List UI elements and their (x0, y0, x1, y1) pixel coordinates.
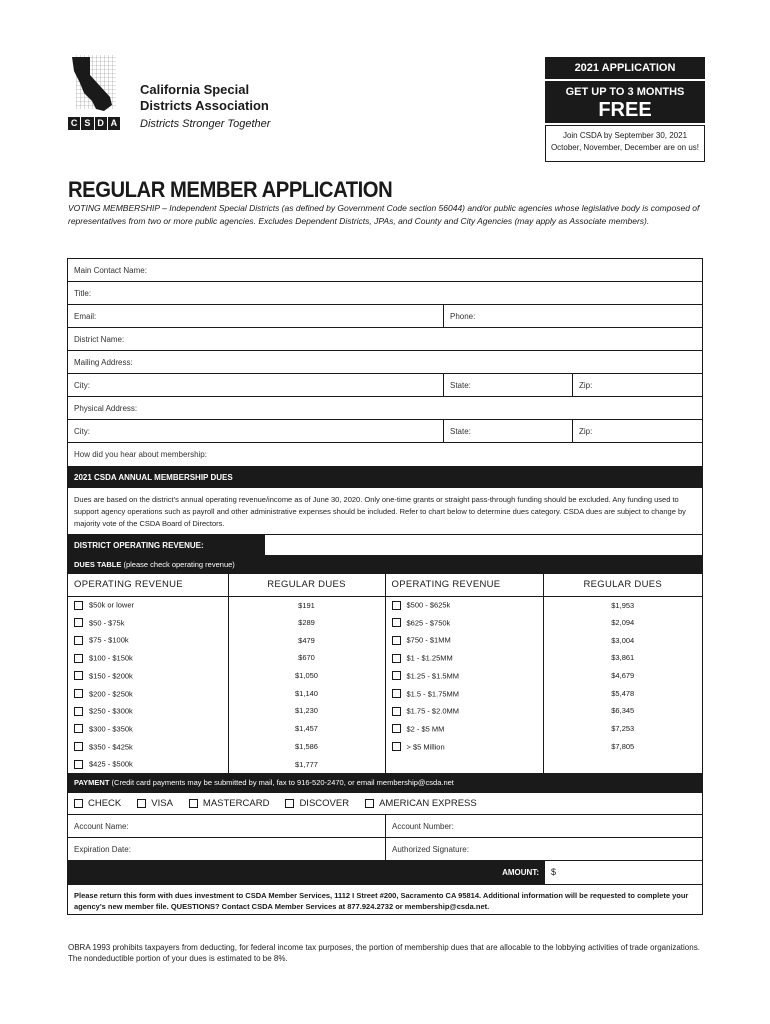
promo-note-line: Join CSDA by September 30, 2021 (562, 131, 688, 140)
revenue-cell (385, 684, 543, 702)
payment-option-label: DISCOVER (299, 797, 350, 809)
promo-offer (545, 81, 705, 123)
revenue-cell (68, 614, 228, 632)
dues-cell: $1,777 (228, 755, 385, 773)
dues-cell: $6,345 (611, 706, 635, 716)
dues-description: Dues are based on the district's annual operating revenue/income as of June 30, 2020. Only one-time grants or straight pass-through funding should be excluded. Any funding used to support agency operations such as payroll and other administrative expenses should be included. Refer to chart below to determine dues category. CSDA dues are subject to change by majority vote of the CSDA Board of Directors. (68, 488, 702, 535)
revenue-checkbox[interactable] (74, 707, 83, 716)
revenue-cell (385, 631, 543, 649)
revenue-checkbox[interactable] (392, 671, 401, 680)
revenue-range: $425 - $500k (89, 759, 133, 769)
form-row (68, 420, 702, 443)
payment-option-label: AMERICAN EXPRESS (379, 797, 477, 809)
dues-heading: 2021 CSDA ANNUAL MEMBERSHIP DUES (68, 467, 702, 488)
zip-field[interactable]: Zip: (579, 427, 593, 436)
revenue-checkbox[interactable] (392, 689, 401, 698)
revenue-range: $150 - $200k (89, 671, 133, 681)
revenue-checkbox[interactable] (392, 654, 401, 663)
revenue-checkbox[interactable] (392, 707, 401, 716)
title-field[interactable]: Title: (74, 289, 92, 298)
revenue-cell (385, 755, 543, 773)
dues-cell: $1,230 (228, 702, 385, 720)
revenue-cell (68, 755, 228, 773)
table-row (68, 631, 702, 649)
dues-cell: $4,679 (611, 671, 635, 681)
dues-cell (543, 755, 702, 773)
dues-cell: $289 (228, 614, 385, 632)
revenue-range: $750 - $1MM (406, 635, 451, 645)
revenue-range: $250 - $300k (89, 706, 133, 716)
revenue-checkbox[interactable] (74, 671, 83, 680)
payment-label: PAYMENT (74, 777, 110, 787)
revenue-cell (385, 614, 543, 632)
revenue-range: $350 - $425k (89, 742, 133, 752)
how-heard-field[interactable]: How did you hear about membership: (74, 450, 207, 459)
table-row (68, 614, 702, 632)
page-subtitle: VOTING MEMBERSHIP – Independent Special Districts (as defined by Government Code section 56044) and/or public agencies whose legislative body is composed of representatives from two or more public agencies. Excludes Dependent Districts, JPAs, and County and City Agencies (may apply as Associate members). (68, 203, 700, 226)
table-row (68, 596, 702, 614)
application-form (67, 258, 703, 915)
column-header: OPERATING REVENUE (68, 574, 228, 596)
dues-table-body (68, 596, 702, 773)
logo-letter: A (108, 117, 120, 130)
revenue-cell (68, 631, 228, 649)
revenue-cell (385, 667, 543, 685)
state-field[interactable]: State: (444, 420, 573, 442)
payment-options (68, 793, 702, 815)
revenue-range: $1.5 - $1.75MM (406, 689, 460, 699)
zip-field[interactable]: Zip: (579, 381, 593, 390)
form-row (68, 282, 702, 305)
amount-label: AMOUNT: (68, 861, 545, 884)
return-instructions: Please return this form with dues investment to CSDA Member Services, 1112 I Street #200, Sacramento CA 95814. Additional information will be requested to complete your agency's new member file. QUESTIONS? Contact CSDA Member Services at 877.924.2732 or membership@csda.net. (68, 884, 702, 914)
table-row (68, 720, 702, 738)
revenue-range: > $5 Million (406, 742, 445, 752)
form-row (68, 815, 702, 838)
revenue-checkbox[interactable] (74, 760, 83, 769)
city-field[interactable]: City: (68, 374, 444, 396)
payment-option-visa[interactable] (137, 798, 173, 809)
column-header: OPERATING REVENUE (385, 574, 543, 596)
revenue-checkbox[interactable] (74, 742, 83, 751)
dues-table-label (68, 556, 702, 574)
physical-address-field[interactable]: Physical Address: (74, 404, 138, 413)
checkbox[interactable] (137, 799, 146, 808)
revenue-checkbox[interactable] (74, 601, 83, 610)
checkbox[interactable] (285, 799, 294, 808)
checkbox[interactable] (365, 799, 374, 808)
form-row (68, 374, 702, 397)
mailing-address-field[interactable]: Mailing Address: (74, 358, 133, 367)
payment-option-amex[interactable] (365, 798, 477, 809)
logo-letter: D (95, 117, 107, 130)
revenue-cell (385, 720, 543, 738)
promo-free: FREE (598, 99, 652, 121)
table-row (68, 684, 702, 702)
revenue-cell (68, 738, 228, 756)
account-number-field[interactable]: Account Number: (392, 821, 454, 831)
dues-cell: $479 (228, 631, 385, 649)
csda-logo (68, 53, 120, 129)
dues-table-title: DUES TABLE (74, 560, 122, 569)
table-row (68, 667, 702, 685)
revenue-checkbox[interactable] (392, 618, 401, 627)
table-row (68, 702, 702, 720)
column-header: REGULAR DUES (228, 574, 385, 596)
form-row (68, 351, 702, 374)
csda-wordmark (68, 117, 120, 130)
payment-option-label: CHECK (88, 797, 122, 809)
dues-table (68, 574, 702, 773)
dues-cell: $2,094 (611, 618, 635, 628)
revenue-cell (68, 649, 228, 667)
district-name-field[interactable]: District Name: (74, 335, 125, 344)
checkbox[interactable] (74, 799, 83, 808)
dues-cell: $1,457 (228, 720, 385, 738)
phone-field[interactable]: Phone: (450, 312, 476, 321)
revenue-checkbox[interactable] (74, 724, 83, 733)
revenue-cell (68, 720, 228, 738)
revenue-cell (68, 596, 228, 614)
form-row (68, 305, 702, 328)
promo-offer-line: GET UP TO 3 MONTHS (565, 86, 685, 98)
org-tagline: Districts Stronger Together (140, 118, 271, 130)
table-row (68, 755, 702, 773)
district-revenue-row (68, 535, 702, 556)
revenue-range: $2 - $5 MM (406, 724, 445, 734)
revenue-range: $1.75 - $2.0MM (406, 706, 460, 716)
payment-option-discover[interactable] (285, 798, 349, 809)
district-revenue-label: DISTRICT OPERATING REVENUE: (68, 535, 265, 555)
revenue-range: $625 - $750k (406, 618, 451, 628)
payment-bar (68, 773, 702, 793)
dues-cell: $191 (228, 596, 385, 614)
revenue-range: $300 - $350k (89, 724, 133, 734)
city-field[interactable]: City: (68, 420, 444, 442)
table-row (68, 649, 702, 667)
revenue-range: $50 - $75k (89, 618, 125, 628)
revenue-cell (68, 684, 228, 702)
dues-cell: $1,586 (228, 738, 385, 756)
dues-table-note: (please check operating revenue) (123, 560, 235, 569)
dues-cell: $1,140 (228, 684, 385, 702)
revenue-cell (68, 667, 228, 685)
revenue-checkbox[interactable] (392, 601, 401, 610)
logo-letter: S (81, 117, 93, 130)
revenue-checkbox[interactable] (392, 636, 401, 645)
revenue-cell (385, 649, 543, 667)
form-row (68, 259, 702, 282)
dues-cell: $670 (228, 649, 385, 667)
promo-box (545, 57, 705, 162)
main-contact-field[interactable]: Main Contact Name: (74, 266, 147, 275)
email-field[interactable]: Email: (68, 305, 444, 327)
revenue-checkbox[interactable] (74, 654, 83, 663)
form-row (68, 397, 702, 420)
expiration-date-field[interactable]: Expiration Date: (68, 838, 386, 860)
form-row (68, 443, 702, 467)
obra-disclaimer: OBRA 1993 prohibits taxpayers from deducting, for federal income tax purposes, the portion of membership dues that are allocable to the lobbying activities of trade organizations. The nondeductible portion of your dues is estimated to be 8%. (68, 943, 700, 963)
payment-option-label: MASTERCARD (202, 797, 270, 809)
dues-cell: $5,478 (611, 688, 635, 698)
dues-cell: $7,805 (611, 741, 635, 751)
checkbox[interactable] (189, 799, 198, 808)
revenue-checkbox[interactable] (74, 618, 83, 627)
amount-row (68, 861, 702, 884)
revenue-checkbox[interactable] (392, 742, 401, 751)
state-field[interactable]: State: (444, 374, 573, 396)
revenue-checkbox[interactable] (74, 636, 83, 645)
dues-cell: $1,953 (611, 600, 635, 610)
revenue-range: $75 - $100k (89, 635, 129, 645)
signature-field[interactable]: Authorized Signature: (392, 844, 469, 854)
revenue-range: $500 - $625k (406, 600, 451, 610)
district-revenue-input[interactable] (265, 535, 702, 555)
dues-cell: $3,861 (611, 653, 635, 663)
california-map-icon (68, 53, 120, 115)
revenue-range: $1 - $1.25MM (406, 653, 453, 663)
promo-note (545, 125, 705, 162)
revenue-checkbox[interactable] (74, 689, 83, 698)
revenue-range: $50k or lower (89, 600, 135, 610)
account-name-field[interactable]: Account Name: (68, 815, 386, 837)
page-title: REGULAR MEMBER APPLICATION (68, 177, 393, 202)
revenue-cell (385, 702, 543, 720)
payment-option-mastercard[interactable] (189, 798, 270, 809)
payment-option-check[interactable] (74, 798, 121, 809)
promo-year: 2021 APPLICATION (545, 57, 705, 79)
amount-input[interactable]: $ (551, 866, 557, 877)
dues-cell: $7,253 (611, 724, 635, 734)
form-row (68, 328, 702, 351)
promo-note-line: October, November, December are on us! (550, 143, 700, 152)
revenue-range: $100 - $150k (89, 653, 133, 663)
payment-note: (Credit card payments may be submitted by mail, fax to 916-520-2470, or email membership@csda.net (111, 777, 454, 787)
form-row (68, 838, 702, 861)
dues-cell: $3,004 (611, 635, 635, 645)
revenue-cell (385, 596, 543, 614)
logo-letter: C (68, 117, 80, 130)
dues-cell: $1,050 (228, 667, 385, 685)
revenue-range: $1.25 - $1.5MM (406, 671, 460, 681)
revenue-cell (385, 738, 543, 756)
revenue-range: $200 - $250k (89, 689, 133, 699)
column-header: REGULAR DUES (543, 574, 702, 596)
revenue-cell (68, 702, 228, 720)
payment-option-label: VISA (151, 797, 173, 809)
org-name: California Special Districts Association (140, 82, 269, 113)
table-row (68, 738, 702, 756)
revenue-checkbox[interactable] (392, 724, 401, 733)
